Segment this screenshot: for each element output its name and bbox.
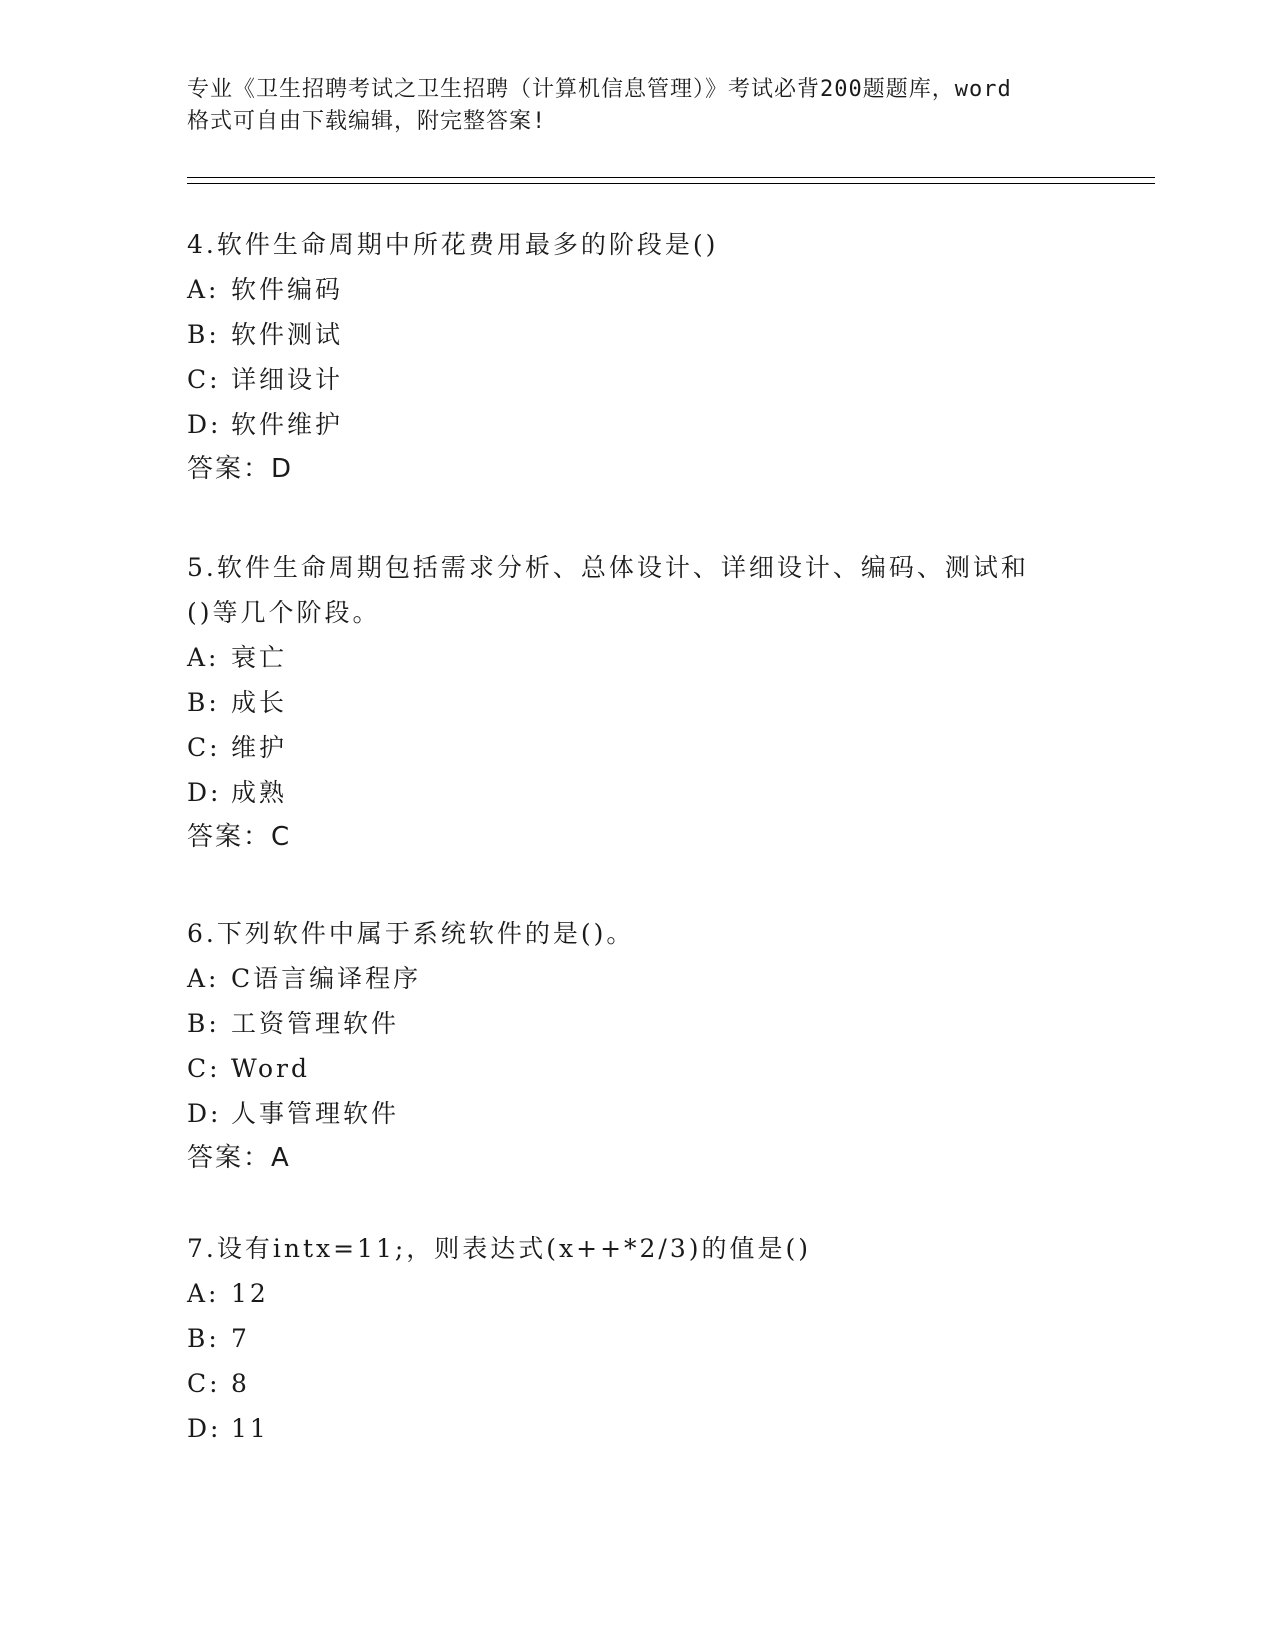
document-header	[187, 74, 1107, 138]
option-letter: B:	[187, 1324, 220, 1353]
option-a	[187, 1271, 1087, 1316]
option-letter: B:	[187, 688, 220, 717]
header-divider-top	[187, 177, 1155, 178]
answer-line: 答案：D	[187, 454, 294, 484]
question-stem: 7.设有intx=11;，则表达式(x++*2/3)的值是()	[187, 1234, 812, 1263]
header-divider-bottom	[187, 183, 1155, 184]
option-a	[187, 956, 1087, 1001]
option-d	[187, 402, 1087, 447]
option-letter: A:	[187, 643, 220, 672]
option-d	[187, 1091, 1087, 1136]
option-d	[187, 770, 1087, 815]
header-line-2: 格式可自由下载编辑，附完整答案!	[187, 109, 547, 134]
option-b	[187, 312, 1087, 357]
option-text: 人事管理软件	[231, 1099, 400, 1128]
option-text: 12	[231, 1279, 269, 1308]
answer-line: 答案：A	[187, 1143, 291, 1173]
option-c	[187, 1046, 1087, 1091]
question-stem: 6.下列软件中属于系统软件的是()。	[187, 919, 635, 948]
question-7	[187, 1226, 1087, 1451]
option-letter: D:	[187, 778, 222, 807]
option-letter: C:	[187, 1369, 221, 1398]
question-4	[187, 222, 1087, 492]
option-text: 7	[231, 1324, 250, 1353]
option-letter: A:	[187, 1279, 220, 1308]
option-b	[187, 680, 1087, 725]
option-letter: A:	[187, 275, 220, 304]
option-c	[187, 1361, 1087, 1406]
option-letter: D:	[187, 410, 222, 439]
question-stem-continued: ()等几个阶段。	[187, 598, 381, 627]
option-b	[187, 1001, 1087, 1046]
option-letter: C:	[187, 365, 221, 394]
option-text: Word	[231, 1054, 311, 1083]
option-text: 详细设计	[231, 365, 344, 394]
option-text: 成熟	[231, 778, 288, 807]
question-stem: 4.软件生命周期中所花费用最多的阶段是()	[187, 230, 719, 259]
option-text: 成长	[231, 688, 288, 717]
question-stem: 5.软件生命周期包括需求分析、总体设计、详细设计、编码、测试和	[187, 553, 1029, 582]
option-text: 软件编码	[231, 275, 344, 304]
option-text: 衰亡	[231, 643, 288, 672]
answer-line: 答案：C	[187, 822, 292, 852]
option-a	[187, 635, 1087, 680]
option-c	[187, 357, 1087, 402]
question-6	[187, 911, 1087, 1181]
option-text: 软件维护	[231, 410, 344, 439]
option-text: C语言编译程序	[231, 964, 422, 993]
option-a	[187, 267, 1087, 312]
option-letter: B:	[187, 1009, 220, 1038]
option-text: 工资管理软件	[231, 1009, 400, 1038]
header-line-1: 专业《卫生招聘考试之卫生招聘（计算机信息管理）》考试必背200题题库，word	[187, 77, 1012, 102]
option-letter: C:	[187, 733, 221, 762]
option-text: 软件测试	[231, 320, 344, 349]
option-letter: B:	[187, 320, 220, 349]
option-letter: D:	[187, 1414, 222, 1443]
option-text: 维护	[231, 733, 288, 762]
option-text: 11	[231, 1414, 269, 1443]
option-letter: C:	[187, 1054, 221, 1083]
option-d	[187, 1406, 1087, 1451]
option-letter: A:	[187, 964, 220, 993]
option-text: 8	[231, 1369, 250, 1398]
option-b	[187, 1316, 1087, 1361]
question-5	[187, 545, 1087, 860]
option-c	[187, 725, 1087, 770]
option-letter: D:	[187, 1099, 222, 1128]
